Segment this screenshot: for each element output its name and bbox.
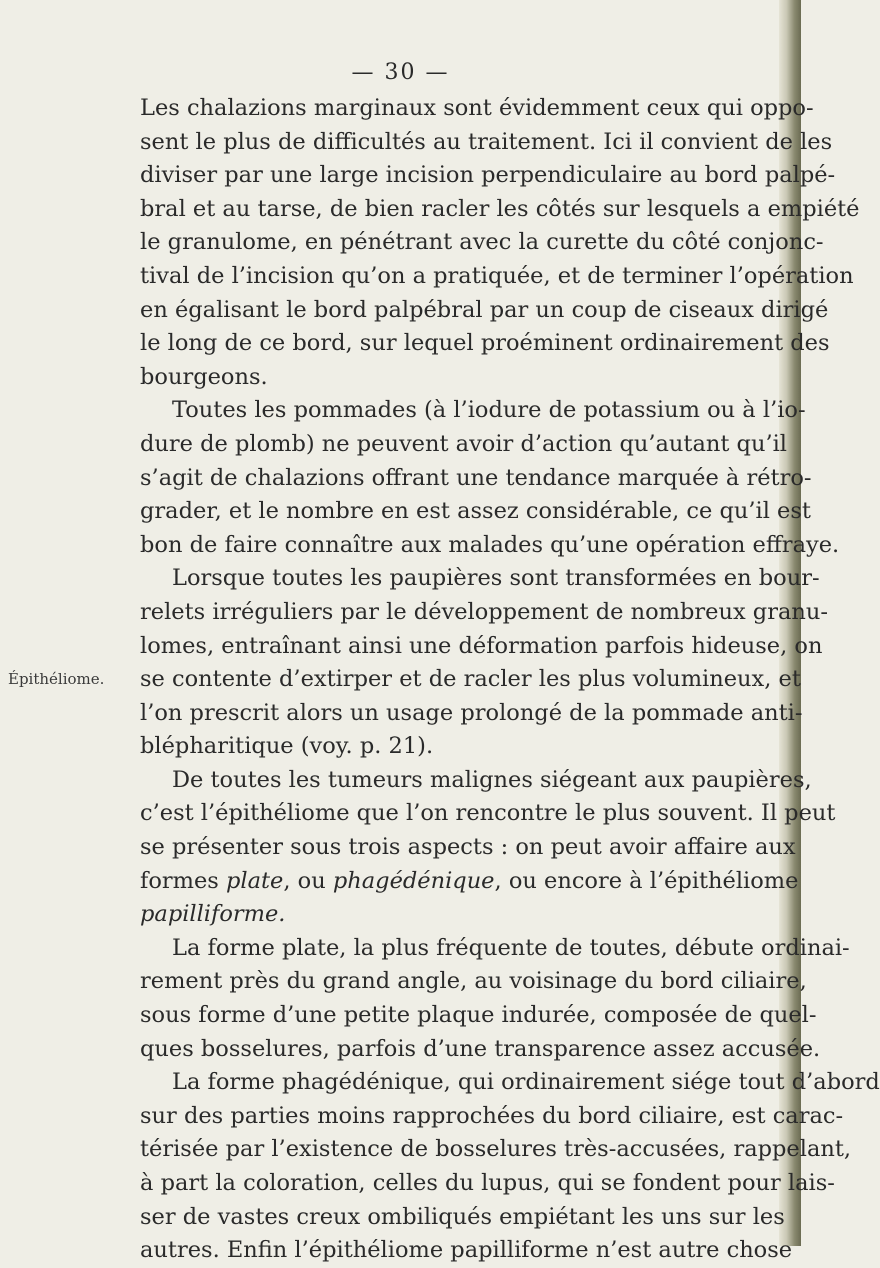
margin-note: Épithéliome. (8, 670, 105, 688)
text-line (140, 1234, 793, 1268)
text-line (140, 1201, 785, 1235)
text-segment: sur des parties moins rapprochées du bord ciliaire, est carac- (140, 1102, 844, 1129)
text-segment: sous forme d’une petite plaque indurée, composée de quel- (140, 1002, 817, 1029)
text-line (140, 932, 850, 966)
text-line (140, 831, 796, 865)
text-segment: , ou encore à l’épithéliome (494, 867, 799, 894)
text-segment: ques bosselures, parfois d’une transparence assez accusée. (140, 1035, 821, 1062)
text-line (140, 226, 824, 260)
text-line (140, 462, 812, 496)
text-line (140, 562, 820, 596)
text-segment: blépharitique (voy. p. 21). (140, 733, 434, 760)
text-segment: se présenter sous trois aspects : on peut avoir affaire aux (140, 834, 796, 861)
text-segment: autres. Enfin l’épithéliome papilliforme n’est autre chose (140, 1237, 793, 1264)
text-line (140, 630, 823, 664)
text-segment: bourgeons. (140, 363, 268, 390)
text-line (140, 1066, 880, 1100)
text-line (140, 361, 768, 395)
text-segment: grader, et le nombre en est assez considérable, ce qu’il est (140, 498, 811, 525)
text-line (140, 797, 836, 831)
text-segment: De toutes les tumeurs malignes siégeant aux paupières, (172, 766, 812, 793)
text-segment: en égalisant le bord palpébral par un coup de ciseaux dirigé (140, 296, 829, 323)
page-number: — 30 — (351, 60, 450, 85)
text-line (140, 596, 828, 630)
italic-term: phagédénique (332, 867, 495, 894)
text-segment: l’on prescrit alors un usage prolongé de la pommade anti- (140, 699, 803, 726)
text-line (140, 159, 836, 193)
text-segment: bon de faire connaître aux malades qu’une opération effraye. (140, 531, 840, 558)
body-text (140, 92, 880, 1268)
text-segment: relets irréguliers par le développement de nombreux granu- (140, 598, 828, 625)
text-line (140, 1033, 821, 1067)
text-segment: dure de plomb) ne peuvent avoir d’action qu’autant qu’il (140, 430, 787, 457)
text-line (140, 697, 803, 731)
text-line (140, 730, 768, 764)
text-segment: , ou (283, 867, 333, 894)
text-segment: diviser par une large incision perpendiculaire au bord palpé- (140, 162, 836, 189)
text-line (140, 898, 768, 932)
text-segment: le granulome, en pénétrant avec la curette du côté conjonc- (140, 229, 824, 256)
text-segment: tival de l’incision qu’on a pratiquée, et de terminer l’opération (140, 262, 854, 289)
text-line (140, 394, 806, 428)
text-line (140, 428, 787, 462)
text-line (140, 764, 812, 798)
text-segment: lomes, entraînant ainsi une déformation parfois hideuse, on (140, 632, 823, 659)
text-segment: formes (140, 867, 226, 894)
text-line (140, 126, 833, 160)
text-segment: ser de vastes creux ombiliqués empiétant les uns sur les (140, 1203, 785, 1230)
text-segment: sent le plus de difficultés au traitement. Ici il convient de les (140, 128, 833, 155)
text-segment: térisée par l’existence de bosselures très-accusées, rappelant, (140, 1136, 852, 1163)
text-segment: Toutes les pommades (à l’iodure de potassium ou à l’io- (172, 397, 806, 424)
text-segment: bral et au tarse, de bien racler les côtés sur lesquels a empiété (140, 195, 860, 222)
text-segment: à part la coloration, celles du lupus, qui se fondent pour lais- (140, 1170, 835, 1196)
text-line (140, 1167, 835, 1201)
text-segment: s’agit de chalazions offrant une tendance marquée à rétro- (140, 464, 812, 491)
text-segment: Lorsque toutes les paupières sont transformées en bour- (172, 565, 820, 592)
text-line (140, 193, 860, 227)
text-line (140, 999, 817, 1033)
text-line (140, 965, 807, 999)
text-segment: le long de ce bord, sur lequel proéminent ordinairement des (140, 330, 830, 357)
text-line (140, 1133, 852, 1167)
text-line (140, 1100, 844, 1134)
text-segment: Les chalazions marginaux sont évidemment ceux qui oppo- (140, 95, 814, 121)
text-segment: rement près du grand angle, au voisinage du bord ciliaire, (140, 968, 807, 995)
text-segment: La forme plate, la plus fréquente de toutes, débute ordinai- (172, 934, 850, 961)
text-line (140, 260, 854, 294)
text-line (140, 495, 811, 529)
text-segment: La forme phagédénique, qui ordinairement siége tout d’abord (172, 1069, 880, 1096)
text-line (140, 92, 814, 126)
italic-term: papilliforme. (140, 901, 286, 928)
text-line (140, 529, 840, 563)
text-segment: se contente d’extirper et de racler les plus volumineux, et (140, 666, 801, 693)
italic-term: plate (225, 867, 284, 894)
text-line (140, 294, 829, 328)
text-line (140, 327, 830, 361)
text-segment: c’est l’épithéliome que l’on rencontre le plus souvent. Il peut (140, 800, 836, 827)
text-line (140, 865, 799, 899)
text-line (140, 663, 801, 697)
